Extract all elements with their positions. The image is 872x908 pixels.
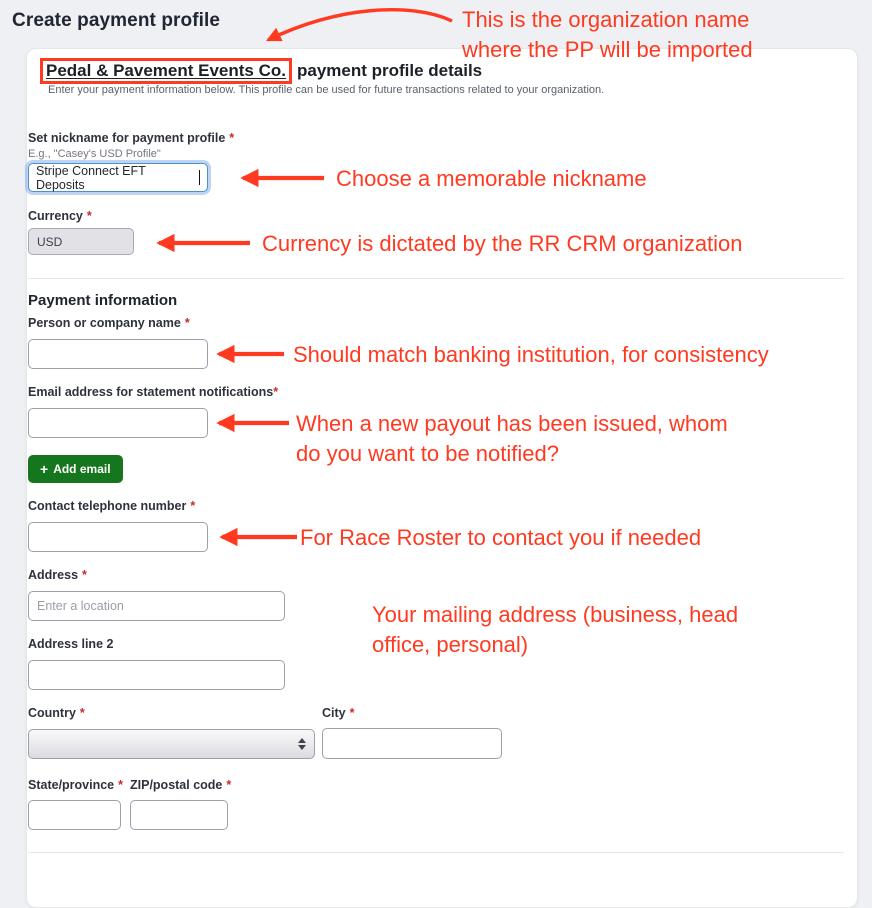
state-input[interactable] — [28, 800, 121, 830]
add-email-button[interactable] — [28, 455, 123, 483]
country-label: Country * — [28, 706, 85, 720]
address-line2-label: Address line 2 — [28, 637, 114, 651]
zip-label: ZIP/postal code * — [130, 778, 232, 792]
email-input[interactable] — [28, 408, 208, 438]
phone-input[interactable] — [28, 522, 208, 552]
nickname-label: Set nickname for payment profile * — [28, 131, 235, 145]
currency-input — [28, 228, 134, 255]
add-email-button-label: Add email — [53, 462, 111, 476]
address-label: Address * — [28, 568, 87, 582]
required-asterisk: * — [229, 131, 235, 145]
email-label: Email address for statement notifications* — [28, 385, 279, 399]
page-title: Create payment profile — [12, 10, 221, 31]
annotation-organization: This is the organization name where the PP will be imported — [462, 7, 753, 62]
nickname-input[interactable] — [28, 163, 208, 192]
curved-arrow-organization — [268, 10, 452, 40]
card-heading — [44, 58, 482, 84]
city-input[interactable] — [322, 728, 502, 759]
payment-information-heading: Payment information — [28, 292, 178, 309]
city-label: City * — [322, 706, 355, 720]
organization-name-highlight-box — [40, 58, 292, 84]
state-label: State/province * — [28, 778, 124, 792]
plus-icon: + — [40, 461, 49, 477]
currency-label: Currency * — [28, 209, 92, 223]
phone-label: Contact telephone number * — [28, 499, 196, 513]
card-heading-suffix: payment profile details — [296, 61, 483, 80]
annotation-phone: For Race Roster to contact you if needed — [300, 525, 702, 550]
person-name-input[interactable] — [28, 339, 208, 369]
section-divider — [28, 278, 844, 279]
currency-value: USD — [37, 234, 63, 249]
annotation-nickname: Choose a memorable nickname — [336, 166, 647, 191]
annotation-person-name: Should match banking institution, for consistency — [293, 342, 769, 367]
country-select[interactable] — [28, 729, 315, 759]
select-stepper-icon — [298, 738, 306, 750]
text-caret — [199, 170, 201, 185]
annotation-email: When a new payout has been issued, whom do you want to be notified? — [296, 411, 728, 466]
bottom-divider — [28, 852, 844, 853]
nickname-hint: E.g., "Casey's USD Profile" — [28, 148, 161, 160]
organization-name: Pedal & Pavement Events Co. — [46, 61, 286, 80]
annotation-address: Your mailing address (business, head office, personal) — [372, 602, 739, 657]
annotation-currency: Currency is dictated by the RR CRM organization — [262, 231, 743, 256]
address-line2-input[interactable] — [28, 660, 285, 690]
person-name-label: Person or company name * — [28, 316, 190, 330]
zip-input[interactable] — [130, 800, 228, 830]
address-input[interactable] — [28, 591, 285, 621]
nickname-input-value: Stripe Connect EFT Deposits — [36, 163, 146, 192]
card-subtitle: Enter your payment information below. This profile can be used for future transactions related to your organization. — [48, 84, 605, 96]
